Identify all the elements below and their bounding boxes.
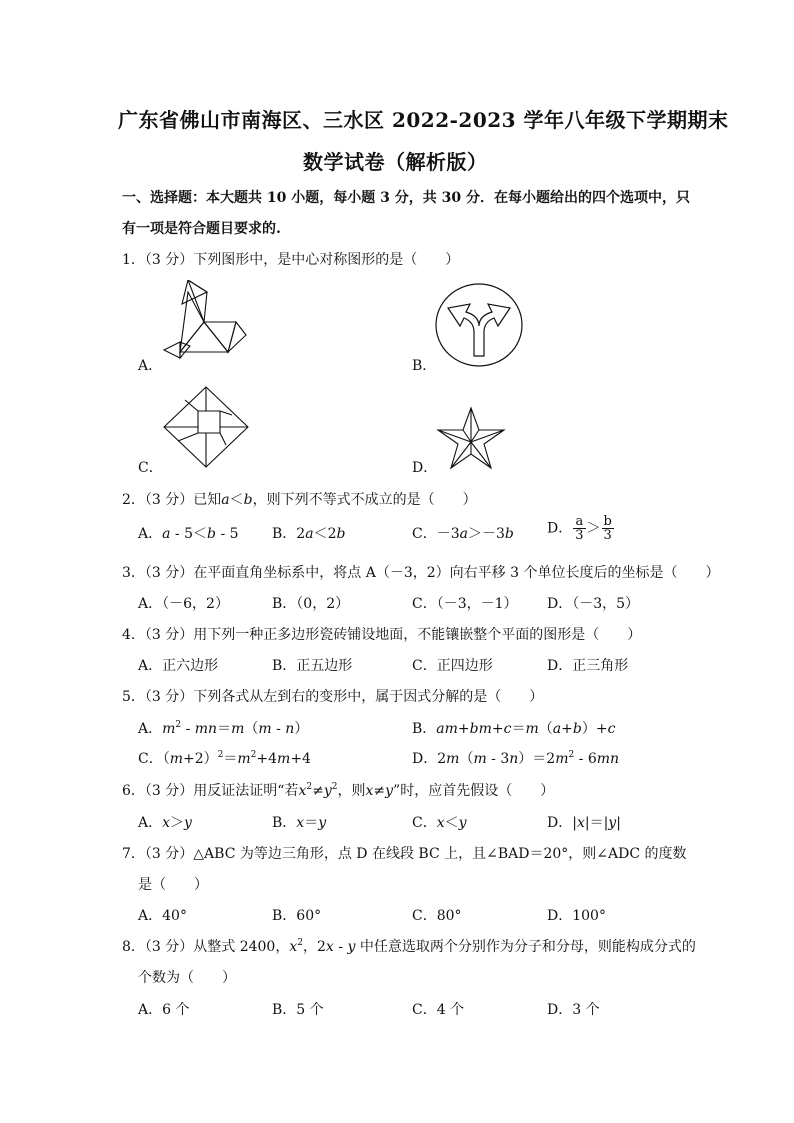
q8-option-a: A．6 个 (138, 1002, 190, 1018)
q7-option-c: C．80° (412, 908, 462, 924)
q7-option-d: D．100° (547, 908, 606, 924)
question-6: 6．（3 分）用反证法证明“若$x^2\ne y^2$，则x≠y”时，应首先假设（ ） (122, 782, 555, 799)
question-7-cont: 是（ ） (138, 877, 208, 893)
question-5: 5．（3 分）下列各式从左到右的变形中，属于因式分解的是（ ） (122, 689, 544, 705)
section-heading: 一、选择题：本大题共 10 小题，每小题 3 分，共 30 分．在每小题给出的四个选项中，只 (122, 190, 690, 206)
q1-option-c-label: C． (138, 460, 163, 476)
q4-option-d: D．正三角形 (547, 658, 629, 674)
question-1: 1．（3 分）下列图形中，是中心对称图形的是（ ） (122, 252, 460, 268)
q3-option-c: C．（－3，－1） (412, 596, 518, 612)
page-title: 广东省佛山市南海区、三水区 2022-2023 学年八年级下学期期末 (118, 108, 729, 132)
q6-option-a: A．x＞y (138, 815, 192, 831)
star-icon (436, 406, 506, 474)
q1-option-d-label: D． (412, 460, 438, 476)
question-3: 3．（3 分）在平面直角坐标系中，将点 A（－3，2）向右平移 3 个单位长度后的坐标是（ ） (122, 565, 720, 581)
section-heading-cont: 有一项是符合题目要求的. (122, 221, 281, 237)
square-pinwheel-icon (162, 385, 250, 473)
q3-option-b: B．（0，2） (272, 596, 350, 612)
q5-option-c: C．$(m+2)^2=m^2+4m+4$ (138, 750, 311, 767)
q6-option-b: B．x＝y (272, 815, 327, 831)
q4-option-b: B．正五边形 (272, 658, 353, 674)
q6-option-c: C．x＜y (412, 815, 467, 831)
q2-option-d: D． $\frac{a}{3}$ ＞ $\frac{b}{3}$ (547, 514, 612, 543)
page-subtitle: 数学试卷（解析版） (303, 150, 488, 174)
q1-option-a-label: A． (138, 358, 163, 374)
q8-option-c: C．4 个 (412, 1002, 465, 1018)
q6-option-d: D．|x|＝|y| (547, 815, 621, 831)
q4-option-a: A．正六边形 (138, 658, 219, 674)
question-2: 2．（3 分）已知a＜b，则下列不等式不成立的是（ ） (122, 492, 477, 508)
q3-option-d: D．（－3，5） (547, 596, 640, 612)
q2-option-c: C．－3a＞－3b (412, 526, 514, 542)
q8-option-d: D．3 个 (547, 1002, 600, 1018)
q2-option-a: A．a - 5＜b - 5 (138, 526, 239, 542)
q7-option-b: B．60° (272, 908, 322, 924)
q2-option-b: B．2a＜2b (272, 526, 346, 542)
question-8-cont: 个数为（ ） (138, 970, 236, 986)
q5-option-b: B．am+bm+c＝m（a+b）+c (412, 721, 616, 737)
question-8: 8．（3 分）从整式 2400，$x^2$，2x - y 中任意选取两个分别作为分子和分母，则能构成分式的 (122, 938, 696, 955)
q3-option-a: A．（－6，2） (138, 596, 229, 612)
q5-option-a: A．$m^2 - mn=m(m - n)$ (138, 720, 309, 737)
q4-option-c: C．正四边形 (412, 658, 493, 674)
circle-fork-arrow-icon (434, 282, 524, 372)
tangram-bird-icon (160, 280, 250, 366)
q1-option-b-label: B． (412, 358, 437, 374)
question-4: 4．（3 分）用下列一种正多边形瓷砖铺设地面，不能镶嵌整个平面的图形是（ ） (122, 627, 642, 643)
q5-option-d: D．$2m(m - 3n)=2m^2 - 6mn$ (412, 750, 620, 767)
q7-option-a: A．40° (138, 908, 187, 924)
q8-option-b: B．5 个 (272, 1002, 324, 1018)
question-7: 7．（3 分）△ABC 为等边三角形，点 D 在线段 BC 上，且∠BAD＝20°，则∠ADC 的度数 (122, 846, 687, 862)
